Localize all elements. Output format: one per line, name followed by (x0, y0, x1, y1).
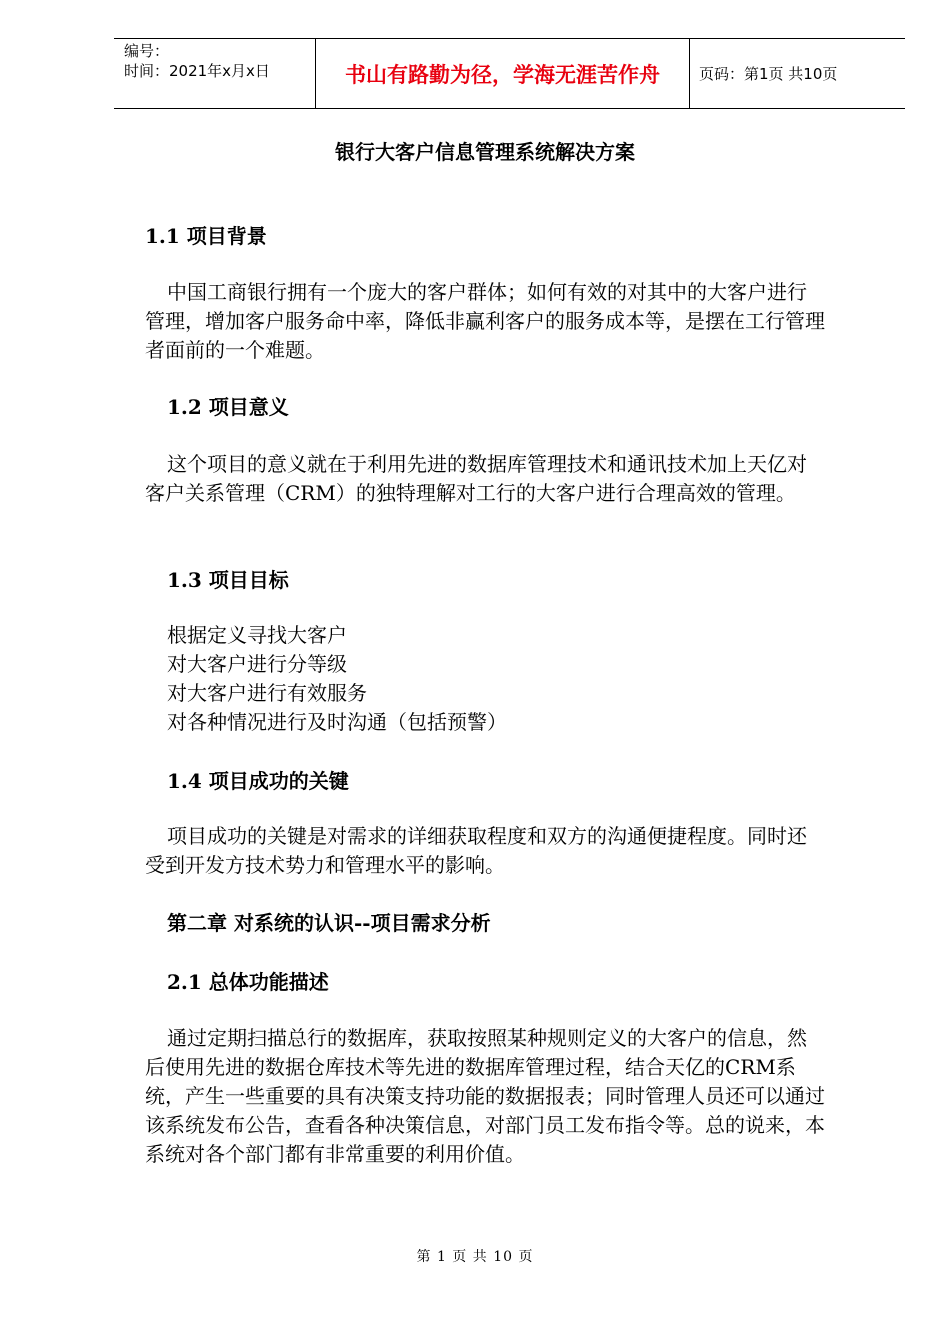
list-item: 对大客户进行有效服务 (167, 681, 367, 705)
paragraph-2-1: 通过定期扫描总行的数据库，获取按照某种规则定义的大客户的信息，然后使用先进的数据仓库技术等先进的数据库管理过程，结合天亿的CRM系统，产生一些重要的具有决策支持功能的数据报表；同时管理人员还可以通过该系统发布公告，查看各种决策信息，对部门员工发布指令等。总的说来，本系统对各个部门都有非常重要的利用价值。 (145, 1026, 825, 1166)
list-item: 对大客户进行分等级 (167, 652, 347, 676)
heading-1-3: 1.3 项目目标 (167, 568, 289, 592)
heading-1-4: 1.4 项目成功的关键 (167, 769, 349, 793)
heading-1-2: 1.2 项目意义 (167, 395, 289, 419)
heading-1-1: 1.1 项目背景 (145, 224, 267, 248)
heading-2-1: 2.1 总体功能描述 (167, 970, 329, 994)
list-item: 根据定义寻找大客户 (167, 623, 347, 647)
heading-chapter-2: 第二章 对系统的认识--项目需求分析 (167, 911, 491, 935)
paragraph-1-1: 中国工商银行拥有一个庞大的客户群体；如何有效的对其中的大客户进行管理，增加客户服务命中率，降低非赢利客户的服务成本等，是摆在工行管理者面前的一个难题。 (145, 280, 825, 362)
goals-list (145, 621, 825, 737)
time-label: 时间：2021年x月x日 (124, 62, 270, 80)
page-header (114, 38, 905, 109)
header-meta (114, 39, 316, 108)
paragraph-1-4: 项目成功的关键是对需求的详细获取程度和双方的沟通便捷程度。同时还受到开发方技术势力和管理水平的影响。 (145, 824, 807, 877)
document-title: 银行大客户信息管理系统解决方案 (335, 140, 635, 164)
document-body (145, 125, 825, 1166)
paragraph-1-2: 这个项目的意义就在于利用先进的数据库管理技术和通讯技术加上天亿对客户关系管理（CRM）的独特理解对工行的大客户进行合理高效的管理。 (145, 452, 807, 505)
header-motto (316, 39, 690, 108)
motto-text: 书山有路勤为径，学海无涯苦作舟 (345, 62, 660, 87)
page-footer: 第 1 页 共 10 页 (416, 1249, 534, 1265)
serial-label: 编号： (124, 42, 170, 60)
header-page-info (690, 39, 905, 108)
list-item: 对各种情况进行及时沟通（包括预警） (167, 710, 507, 734)
page-info-text: 页码：第1页 共10页 (699, 65, 838, 83)
